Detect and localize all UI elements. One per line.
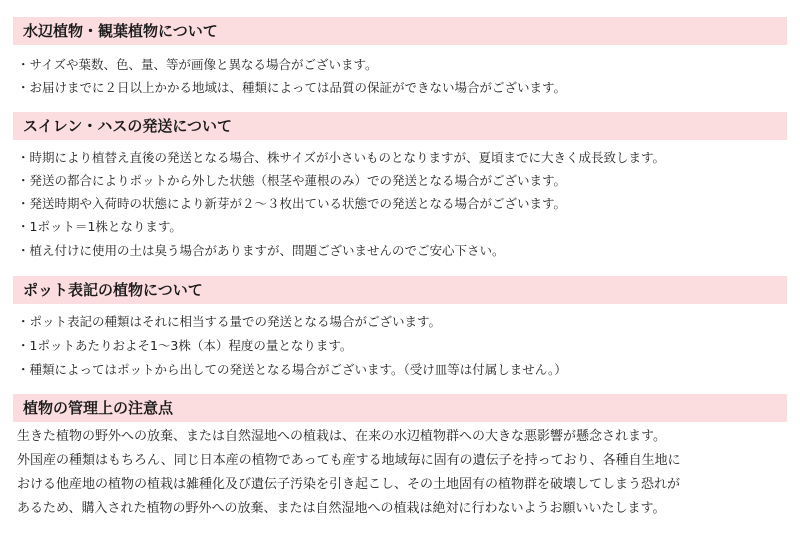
list-item: ・1ポット＝1株となります。 <box>17 219 182 234</box>
section-title: 水辺植物・観葉植物について <box>23 22 218 40</box>
paragraph-line: あるため、購入された植物の野外への放棄、または自然湿地への植栽は絶対に行わないようお願いいたします。 <box>17 501 666 516</box>
section-title: ポット表記の植物について <box>23 281 203 299</box>
list-item: ・お届けまでに２日以上かかる地域は、種類によっては品質の保証ができない場合がございます。 <box>17 80 567 95</box>
paragraph-line: 生きた植物の野外への放棄、または自然湿地への植栽は、在来の水辺植物群への大きな悪影響が懸念されます。 <box>17 429 666 444</box>
section-header-pot-plants <box>13 276 787 304</box>
list-item: ・発送の都合によりポットから外した状態（根茎や蓮根のみ）での発送となる場合がございます。 <box>17 173 567 188</box>
list-item: ・時期により植替え直後の発送となる場合、株サイズが小さいものとなりますが、夏頃までに大きく成長致します。 <box>17 150 666 165</box>
list-item: ・1ポットあたりおよそ1〜3株（本）程度の量となります。 <box>17 338 353 353</box>
section-title: 植物の管理上の注意点 <box>23 399 174 417</box>
list-item: ・植え付けに使用の土は臭う場合がありますが、問題ございませんのでご安心下さい。 <box>17 243 505 258</box>
list-item: ・種類によってはポットから出しての発送となる場合がございます。（受け皿等は付属しません。） <box>17 362 567 377</box>
list-item: ・発送時期や入荷時の状態により新芽が２〜３枚出ている状態での発送となる場合がございます。 <box>17 196 567 211</box>
list-item: ・サイズや葉数、色、量、等が画像と異なる場合がございます。 <box>17 57 378 72</box>
paragraph-line: おける他産地の植物の植栽は雑種化及び遺伝子汚染を引き起こし、その土地固有の植物群を破壊してしまう恐れが <box>17 477 681 492</box>
section-header-management-notes <box>13 394 787 422</box>
section-header-lotus-shipping <box>13 112 787 140</box>
paragraph-line: 外国産の種類はもちろん、同じ日本産の植物であっても産する地域毎に固有の遺伝子を持っており、各種自生地に <box>17 453 681 468</box>
list-item: ・ポット表記の種類はそれに相当する量での発送となる場合がございます。 <box>17 314 442 329</box>
section-header-aquatic-foliage <box>13 17 787 45</box>
section-title: スイレン・ハスの発送について <box>23 117 233 135</box>
